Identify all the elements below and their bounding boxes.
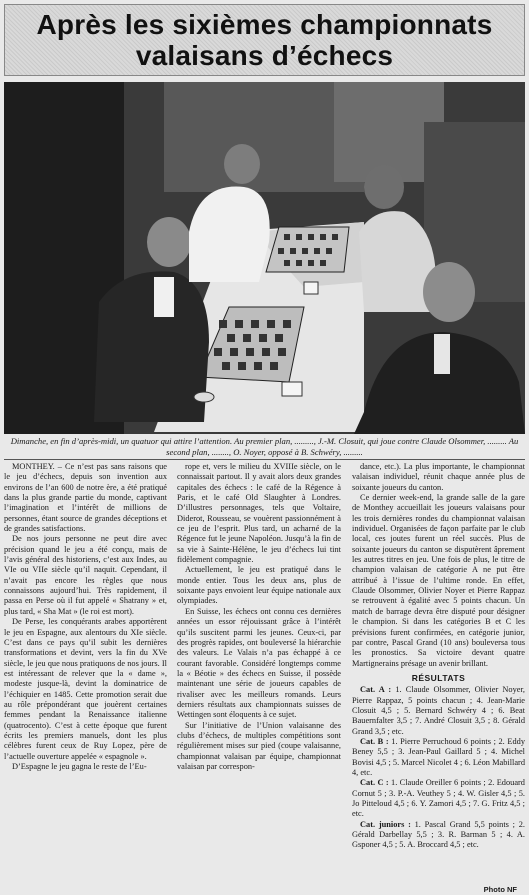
result-category: Cat. C :	[360, 778, 389, 788]
result-category: Cat. A :	[360, 685, 392, 695]
paragraph: Sur l’initiative de l’Union valaisanne des clubs d’échecs, de multiples compétitions sont régulièrement mises sur pied (coupe valaisanne, championnat valaisan par équipe, championnat valaisan par correspon-	[177, 720, 341, 771]
article-column-3	[352, 462, 525, 850]
caption-text: Dimanche, en fin d’après-midi, un quatuor qui attire l’attention. Au premier plan, ........., J.-M. Closuit, qui joue contre Claude Olsommer, ......... Au second plan, ........, O. Noyer, opposé à B. Schwéry, .........	[10, 436, 519, 457]
paragraph: De Perse, les conquérants arabes apportèrent le jeu en Espagne, aux alentours du XIe siècle. C’est dans ce pays qu’il subit les dernières transformations et devint, vers la fin du XVe siècle, le jeu que nous pratiquons de nos jours. Il est intéressant de relever que la « dame », modeste jusque-là, devint la dominatrice de l’échiquier en 1485. Cette promotion serait due au rôle prépondérant que jouèrent certaines femmes pendant la Renaissance italienne (quatrocento). C’est à cette époque que furent écrits les premiers manuels, dont les plus célèbres furent ceux de Ruy Lopez, père de l’actuelle ouverture appelée « espagnole ».	[4, 617, 167, 761]
paragraph: dance, etc.). La plus importante, le championnat valaisan individuel, réunit chaque année plus de soixante joueurs du canton.	[352, 462, 525, 492]
result-entry	[352, 820, 525, 850]
result-text: 1. Pierre Perruchoud 6 points ; 2. Eddy Beney 5,5 ; 3. Jean-Paul Gaillard 5 ; 4. Michel Bovisi 4,5 ; 5. Marcel Nicolet 4 ; 6. Léon Mabillard 4, etc.	[352, 736, 525, 777]
paragraph: MONTHEY. – Ce n’est pas sans raisons que le jeu d’échecs, depuis son invention aux environs de l’an 600 de notre ère, a été pratiqué dans la plus grande partie du monde, captivant l’imagination et l’intérêt de millions de personnes, étant source de grandes déceptions et de grandes satisfactions.	[4, 462, 167, 534]
results-title: RÉSULTATS	[411, 672, 466, 683]
chessboard-back	[266, 227, 349, 272]
result-text: 1. Claude Olsommer, Olivier Noyer, Pierre Rappaz, 5 points chacun ; 4. Jean-Marie Closuit 4,5 ; 5. Bernard Schwéry 4 ; 6. Beat Bauernfalter 3,5 ; 7. André Closuit 3,5 ; 8. Gérald Grand 3,5 ; etc.	[352, 685, 525, 736]
chess-photo	[4, 82, 525, 434]
paragraph: En Suisse, les échecs ont connu ces dernières années un essor réjouissant grâce à l’intérêt qu’ils suscitent parmi les jeunes. Ceux-ci, par des progrès rapides, ont bouleversé la hiérarchie des valeurs. Le Valais n’a pas échappé à ce courant favorable. Considéré longtemps comme la « Béotie » des échecs en Suisse, il possède maintenant une série de joueurs capables de rivaliser avec les meilleurs romands. Leurs derniers résultats aux championnats suisses de Wettingen sont éloquents à ce sujet.	[177, 606, 341, 720]
result-text: 1. Pascal Grand 5,5 points ; 2. Gérald Darbellay 5,5 ; 3. R. Barman 5 ; 4. A. Gsponer 4,5 ; 5. A. Broccard 4,5 ; etc.	[352, 819, 525, 850]
article-column-1	[4, 462, 167, 850]
headline-box	[4, 4, 525, 76]
paragraph: rope et, vers le milieu du XVIIIe siècle, on le connaissait partout. Il y avait alors deux grandes capitales des échecs : le café de la Régence à Paris, et le café Old Slaughter à Londres. D’illustres personnages, tels que Voltaire, Diderot, Rousseau, se vouèrent passionnément à ce jeu de l’esprit. Plus tard, un acharné de la Régence fut le jeune Napoléon. Jusqu’à la fin de sa vie à Sainte-Hélène, le jeu d’échecs lui tint fidèlement compagnie.	[177, 462, 341, 565]
result-entry	[352, 685, 525, 737]
paragraph: Actuellement, le jeu est pratiqué dans le monde entier. Tous les deux ans, plus de soixante pays envoient leur équipe nationale aux olympiades.	[177, 565, 341, 606]
paragraph: Ce dernier week-end, la grande salle de la gare de Monthey accueillait les joueurs valaisans pour les trois dernières rondes du championnat valaisan individuel. Organisées de façon parfaite par le club local, ces joutes furent un réel succès. Plus de soixante joueurs du canton se disputèrent âprement les autres titres en jeu. Une fois de plus, le titre de champion valaisan de catégorie A ne put être attribué à l’issue de l’ultime ronde. En effet, Claude Olsommer, Olivier Noyer et Pierre Rappaz se retrouvent à égalité avec 5 points chacun. Un match de barrage devra être disputé pour désigner le champion. Si dans les catégories B et C les prévisions furent confirmées, en catégorie junior, par contre, Pascal Grand (10 ans) bouleversa tous les pronostics. Sa victoire devant quatre Martignerains présage un avenir brillant.	[352, 493, 525, 668]
article-column-2	[177, 462, 341, 850]
paragraph: De nos jours personne ne peut dire avec précision quand le jeu a été conçu, mais de l’avis général des historiens, c’est aux Indes, au VIe ou VIIe siècle qu’il naquit. Cependant, il n’avait pas encore les règles que nous connaissons aujourd’hui. Très rapidement, il passa en Perse où il fut appelé « Shatrany » et, plus tard, « Sha Mat » (le roi est mort).	[4, 534, 167, 616]
headline-line-1: Après les sixièmes championnats	[36, 9, 493, 40]
photo-credit: Photo NF	[481, 884, 517, 895]
result-entry	[352, 778, 525, 819]
result-text: 1. Claude Oreiller 6 points ; 2. Edouard Cornut 5 ; 3. P.-A. Veuthey 5 ; 4. W. Gisler 4,5 ; 5. Jo Pitteloud 4,5 ; 6. Y. Zamori 4,5 ; 7. G. Fritz 4,5 ; etc.	[352, 778, 525, 819]
headline-line-2: valaisans d’échecs	[135, 40, 394, 71]
headline	[5, 5, 524, 71]
result-category: Cat. B :	[360, 736, 389, 746]
paragraph: D’Espagne le jeu gagna le reste de l’Eu-	[12, 761, 147, 771]
result-category: Cat. juniors :	[360, 819, 411, 829]
result-entry	[352, 737, 525, 778]
